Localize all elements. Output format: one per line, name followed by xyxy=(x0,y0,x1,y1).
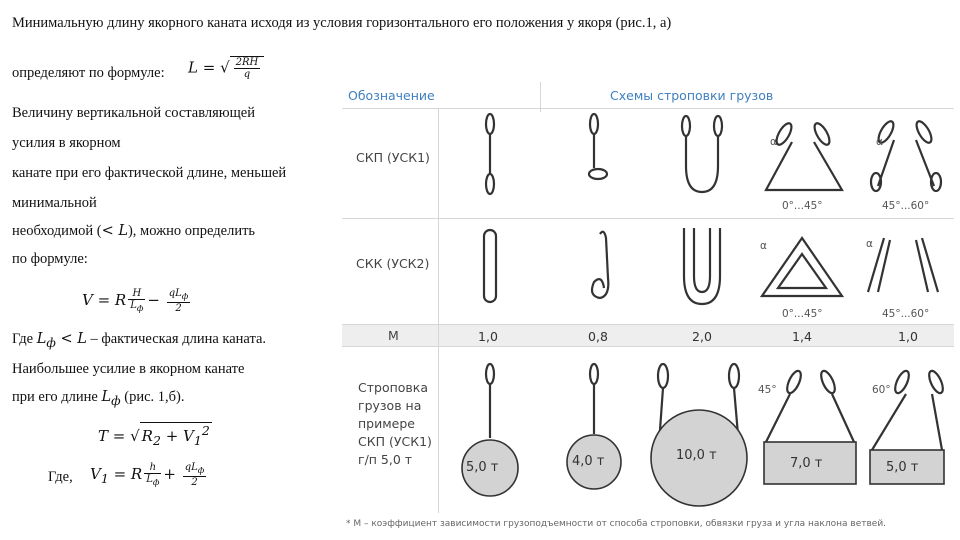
sling-loop xyxy=(818,369,837,395)
sling-loop xyxy=(714,116,722,136)
angle-range-b: 45°...60° xyxy=(882,200,930,212)
load-label-1: 5,0 т xyxy=(466,460,499,475)
slings-drawing xyxy=(338,78,958,538)
sling-loop xyxy=(784,369,803,395)
sling-u-endless xyxy=(684,228,720,304)
sling-triangle-endless xyxy=(762,238,842,296)
text-p8: Наибольшее усилие в якорном канате xyxy=(12,361,245,377)
text-p2: усилия в якорном xyxy=(12,135,121,151)
angle-45: 45° xyxy=(758,384,777,396)
m-value-3: 2,0 xyxy=(692,329,712,344)
sling-v xyxy=(878,140,934,186)
sling-loop xyxy=(486,364,494,384)
sling-v-load xyxy=(872,394,942,450)
text-p9: при его длине $L_ф$ (рис. 1,б). xyxy=(12,389,185,408)
angle-60: 60° xyxy=(872,384,891,396)
formula-T: T = √ $R_2 + V_1^2$ xyxy=(98,423,210,448)
text-p5: необходимой (< L), можно определить xyxy=(12,223,256,239)
m-value-1: 1,0 xyxy=(478,329,498,344)
sling-triangle xyxy=(766,142,842,190)
sling-loop xyxy=(729,364,739,388)
sling-loop xyxy=(682,116,690,136)
sling-loop xyxy=(590,114,598,134)
example-label-2: грузов на xyxy=(358,398,422,413)
formula-V1: $V_1 = R$ $\frac{h}{L_ф}$ + $\frac{qL_ф}{2}$ xyxy=(90,462,205,488)
load-label-4: 7,0 т xyxy=(790,456,823,471)
angle-range-a: 0°...45° xyxy=(782,200,823,212)
m-value-2: 0,8 xyxy=(588,329,608,344)
sling-loop xyxy=(590,364,598,384)
text-line-1: Минимальную длину якорного каната исходя из условия горизонтального его положения у якоря (рис.1, а) xyxy=(12,15,672,31)
sling-loop xyxy=(892,369,911,395)
sling-loop xyxy=(486,174,494,194)
angle-range-a-2: 0°...45° xyxy=(782,308,823,320)
text-line-2: определяют по формуле: xyxy=(12,65,165,81)
example-label-4: СКП (УСК1) xyxy=(358,434,432,449)
text-p10: Где, xyxy=(48,469,73,485)
text-p3: канате при его фактической длине, меньшей xyxy=(12,165,287,181)
m-label: М xyxy=(388,328,399,343)
row2-label: СКК (УСК2) xyxy=(356,256,430,271)
formula-V: V = R $\frac{H}{L_ф}$ − $\frac{qL_ф}{2}$ xyxy=(82,288,189,314)
sling-endless xyxy=(484,230,496,302)
example-label-3: примере xyxy=(358,416,415,431)
text-p6: по формуле: xyxy=(12,251,88,267)
sling-endless-choke xyxy=(592,232,608,298)
angle-range-b-2: 45°...60° xyxy=(882,308,930,320)
text-p7: Где $L_ф < L$ – фактическая длина каната. xyxy=(12,331,267,350)
example-label-5: г/п 5,0 т xyxy=(358,452,413,467)
sling-loop xyxy=(926,369,945,395)
sling-triangle-load xyxy=(766,394,854,442)
sling-v-endless xyxy=(868,238,938,292)
header-designation: Обозначение xyxy=(348,88,435,103)
load-label-3: 10,0 т xyxy=(676,448,717,463)
alpha-4: α xyxy=(866,238,873,250)
sling-loop xyxy=(589,169,607,179)
m-value-5: 1,0 xyxy=(898,329,918,344)
alpha-3: α xyxy=(760,240,767,252)
header-schemes: Схемы строповки грузов xyxy=(610,88,774,103)
text-p4: минимальной xyxy=(12,195,97,211)
row1-label: СКП (УСК1) xyxy=(356,150,430,165)
slinging-table xyxy=(338,78,958,538)
footnote: * М – коэффициент зависимости грузоподъемности от способа строповки, обвязки груза и угла наклона ветвей. xyxy=(346,519,887,529)
sling-u xyxy=(686,136,718,192)
load-label-5: 5,0 т xyxy=(886,460,919,475)
alpha-1: α xyxy=(770,136,777,148)
sling-loop xyxy=(658,364,668,388)
sling-loop xyxy=(486,114,494,134)
m-value-4: 1,4 xyxy=(792,329,812,344)
text-p1: Величину вертикальной составляющей xyxy=(12,105,255,121)
formula-L: L = √ $\frac{2RH}{q}$ xyxy=(188,56,264,80)
example-label-1: Строповка xyxy=(358,380,428,395)
load-label-2: 4,0 т xyxy=(572,454,605,469)
alpha-2: α xyxy=(876,136,883,148)
